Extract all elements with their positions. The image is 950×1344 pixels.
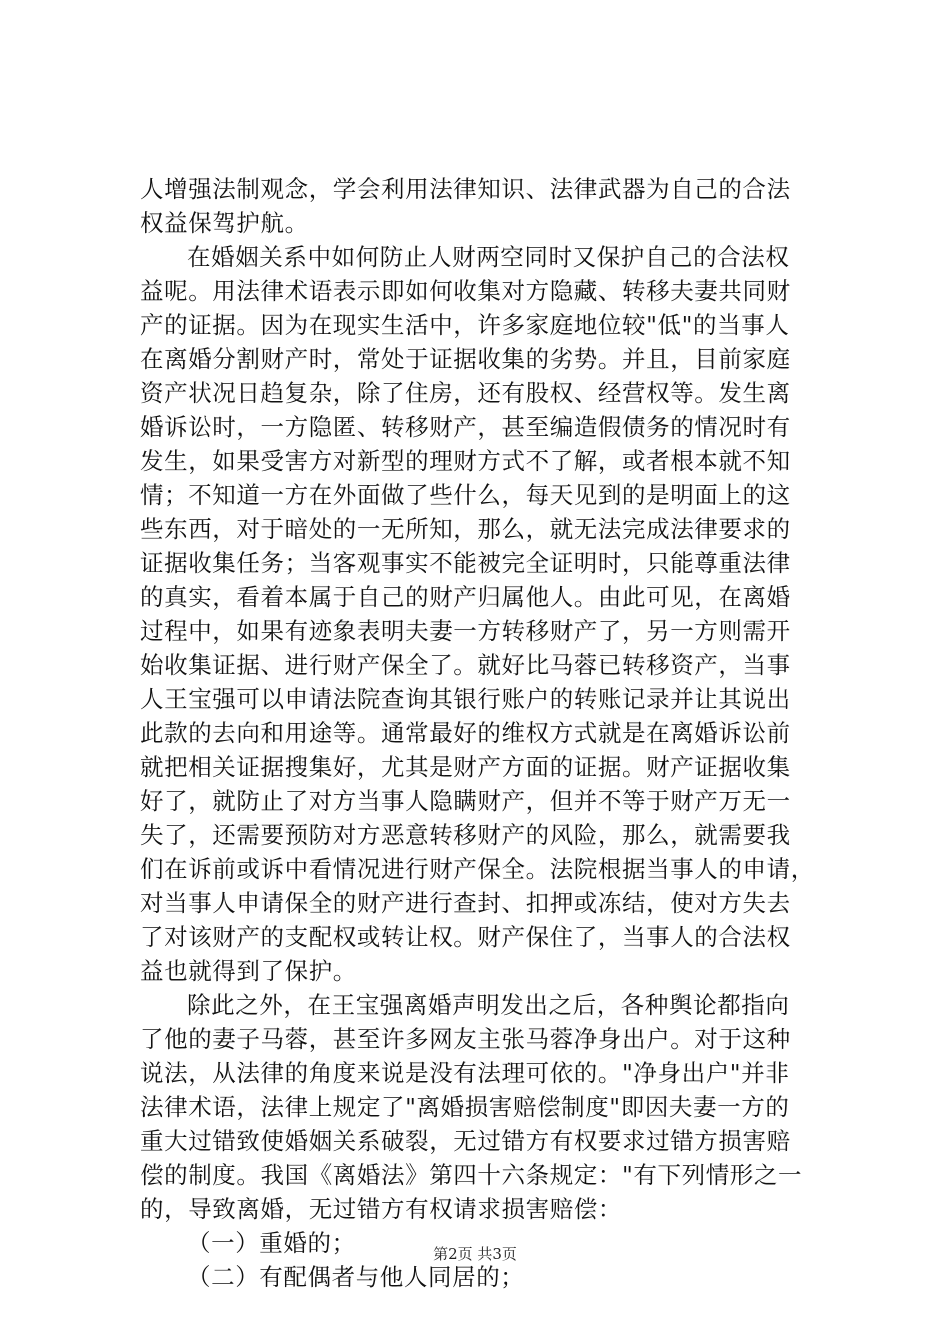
- text-line: 人王宝强可以申请法院查询其银行账户的转账记录并让其说出: [140, 685, 791, 713]
- text-line: 就把相关证据搜集好，尤其是财产方面的证据。财产证据收集: [140, 753, 791, 781]
- text-line: 情；不知道一方在外面做了些什么，每天见到的是明面上的这: [140, 481, 791, 509]
- text-line: 好了，就防止了对方当事人隐瞒财产，但并不等于财产万无一: [140, 787, 791, 815]
- text-line: 了他的妻子马蓉，甚至许多网友主张马蓉净身出户。对于这种: [140, 1025, 791, 1053]
- text-line: 在离婚分割财产时，常处于证据收集的劣势。并且，目前家庭: [140, 345, 791, 373]
- text-line: 的真实，看着本属于自己的财产归属他人。由此可见，在离婚: [140, 583, 791, 611]
- text-line: （一）重婚的；: [187, 1229, 356, 1257]
- text-line: 偿的制度。我国《离婚法》第四十六条规定："有下列情形之一: [140, 1161, 803, 1189]
- text-line: 法律术语，法律上规定了"离婚损害赔偿制度"即因夫妻一方的: [140, 1093, 790, 1121]
- text-line: 们在诉前或诉中看情况进行财产保全。法院根据当事人的申请，: [140, 855, 815, 883]
- text-line: 重大过错致使婚姻关系破裂，无过错方有权要求过错方损害赔: [140, 1127, 791, 1155]
- text-line: 除此之外，在王宝强离婚声明发出之后，各种舆论都指向: [187, 991, 790, 1019]
- text-line: 益呢。用法律术语表示即如何收集对方隐藏、转移夫妻共同财: [140, 277, 791, 305]
- text-line: 说法，从法律的角度来说是没有法理可依的。"净身出户"并非: [140, 1059, 790, 1087]
- text-line: 益也就得到了保护。: [140, 957, 357, 985]
- text-line: 婚诉讼时，一方隐匿、转移财产，甚至编造假债务的情况时有: [140, 413, 791, 441]
- text-line: 的，导致离婚，无过错方有权请求损害赔偿：: [140, 1195, 622, 1223]
- text-line: 证据收集任务；当客观事实不能被完全证明时，只能尊重法律: [140, 549, 791, 577]
- text-line: （二）有配偶者与他人同居的；: [187, 1263, 525, 1291]
- text-line: 此款的去向和用途等。通常最好的维权方式就是在离婚诉讼前: [140, 719, 791, 747]
- text-line: 对当事人申请保全的财产进行查封、扣押或冻结，使对方失去: [140, 889, 791, 917]
- text-line: 失了，还需要预防对方恶意转移财产的风险，那么，就需要我: [140, 821, 791, 849]
- text-line: 在婚姻关系中如何防止人财两空同时又保护自己的合法权: [187, 243, 790, 271]
- text-line: 产的证据。因为在现实生活中，许多家庭地位较"低"的当事人: [140, 311, 790, 339]
- page-footer: 第2页 共3页: [433, 1245, 517, 1263]
- text-line: 始收集证据、进行财产保全了。就好比马蓉已转移资产，当事: [140, 651, 791, 679]
- text-line: 人增强法制观念，学会利用法律知识、法律武器为自己的合法: [140, 175, 791, 203]
- document-body: [140, 172, 850, 1294]
- text-line: 发生，如果受害方对新型的理财方式不了解，或者根本就不知: [140, 447, 791, 475]
- text-line: 资产状况日趋复杂，除了住房，还有股权、经营权等。发生离: [140, 379, 791, 407]
- text-line: 了对该财产的支配权或转让权。财产保住了，当事人的合法权: [140, 923, 791, 951]
- text-line: 权益保驾护航。: [140, 209, 309, 237]
- text-line: 些东西，对于暗处的一无所知，那么，就无法完成法律要求的: [140, 515, 791, 543]
- text-line: 过程中，如果有迹象表明夫妻一方转移财产了，另一方则需开: [140, 617, 791, 645]
